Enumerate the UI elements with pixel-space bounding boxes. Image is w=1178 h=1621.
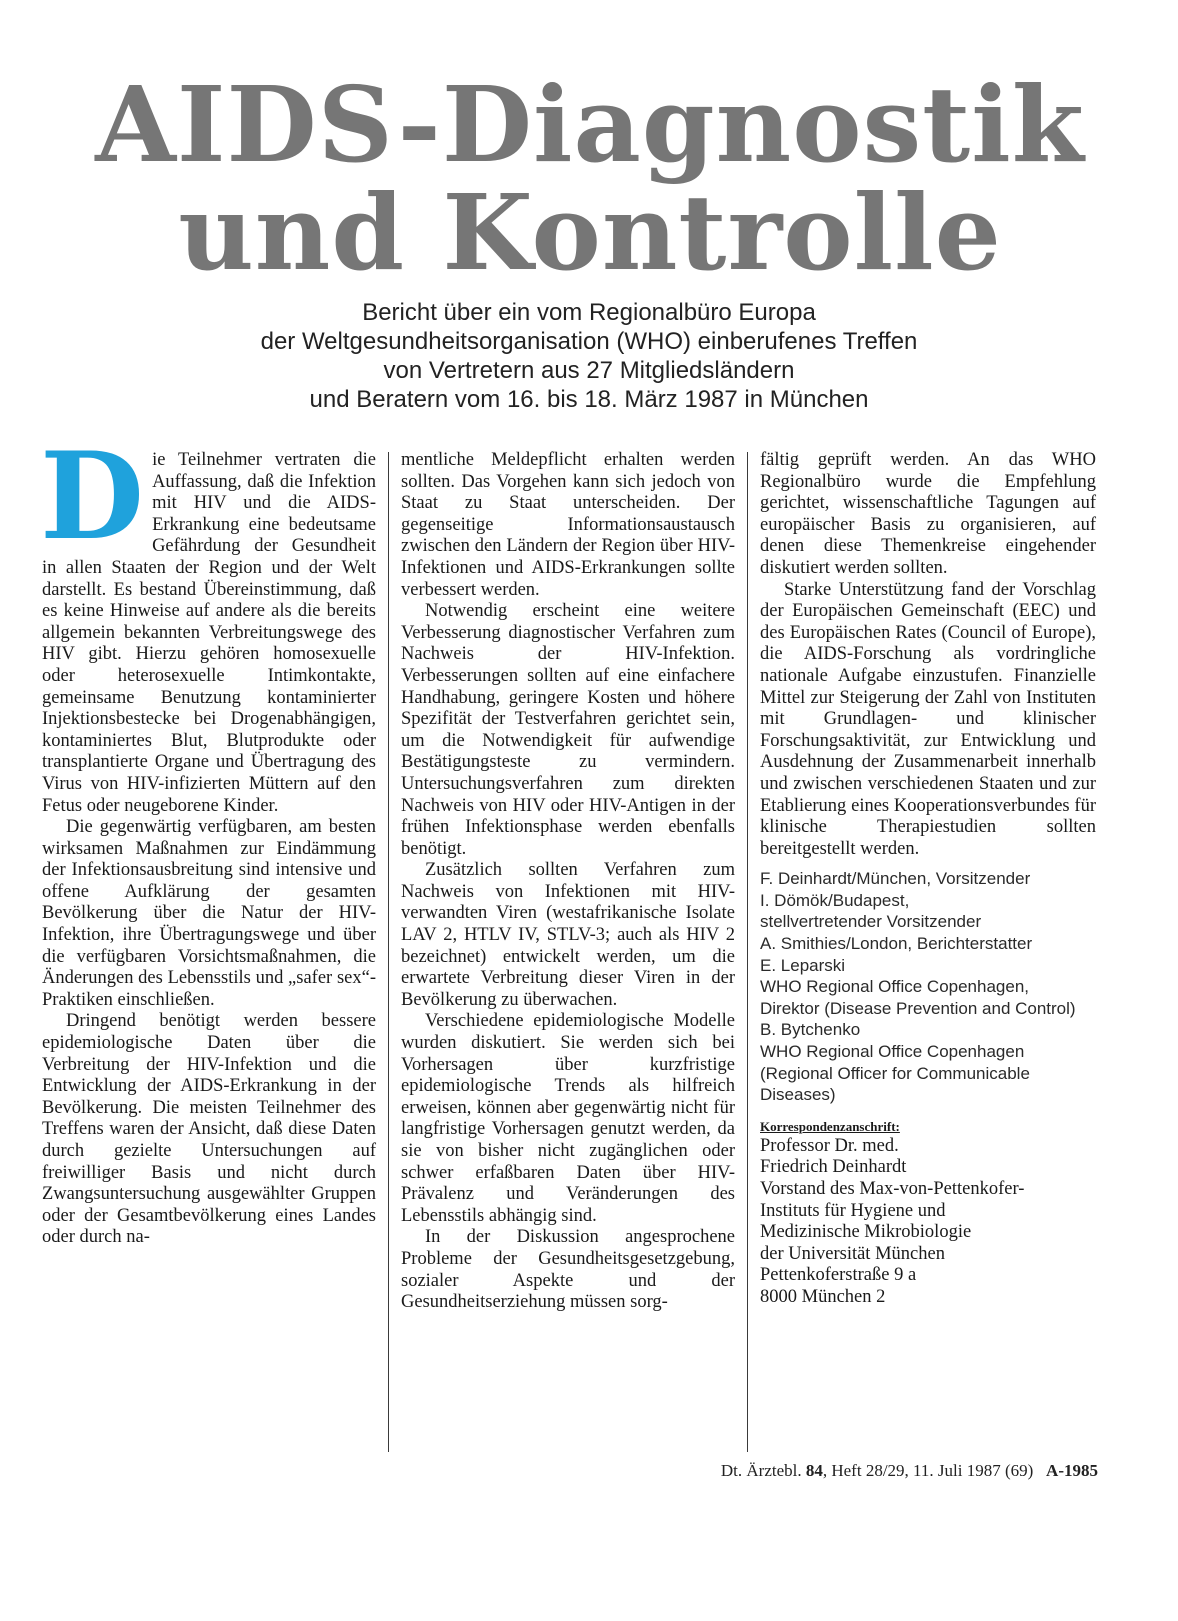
signatory-line: WHO Regional Office Copenhagen, bbox=[760, 977, 1030, 997]
address-line: Medizinische Mikrobiologie bbox=[760, 1222, 972, 1243]
address-line: Vorstand des Max-von-Pettenkofer- bbox=[760, 1179, 1025, 1199]
drop-cap: D bbox=[40, 426, 145, 567]
subtitle-line: von Vertretern aus 27 Mitgliedsländern bbox=[383, 357, 795, 384]
correspondence-heading: Korrespondenzanschrift: bbox=[760, 1118, 900, 1134]
signatory-line: (Regional Officer for Communicable Diseases) bbox=[760, 1063, 1030, 1105]
signatory-line: E. Leparski bbox=[760, 955, 846, 975]
correspondence-address bbox=[760, 1136, 1096, 1309]
article-column-1 bbox=[40, 426, 376, 1249]
subtitle-line: der Weltgesundheitsorganisation (WHO) einberufenes Treffen bbox=[260, 328, 918, 355]
subtitle-line: Bericht über ein vom Regionalbüro Europa bbox=[362, 299, 816, 326]
paragraph: fältig geprüft werden. An das WHO Regionalbüro wurde die Empfehlung gerichtet, wissenschaftliche Tagungen auf europäischer Basis zu organisieren, auf denen diese Themenkreise eingehender diskutiert werden sollten. bbox=[760, 450, 1096, 578]
paragraph: In der Diskussion angesprochene Probleme der Gesundheitsgesetzgebung, sozialer Aspekte und der Gesundheitserziehung müssen sorg- bbox=[401, 1227, 735, 1313]
address-line: Professor Dr. med. bbox=[760, 1135, 899, 1156]
column-divider bbox=[388, 452, 389, 1452]
signatories-block bbox=[760, 868, 1096, 1106]
subtitle-line: und Beratern vom 16. bis 18. März 1987 in München bbox=[309, 386, 869, 413]
journal-volume: 84 bbox=[805, 1461, 823, 1480]
address-line: Instituts für Hygiene und bbox=[760, 1200, 946, 1221]
paragraph: Dringend benötigt werden bessere epidemiologische Daten über die Verbreitung der HIV-Infektion und die Entwicklung der AIDS-Erkrankung in der Bevölkerung. Die meisten Teilnehmer des Treffens waren der Ansicht, daß diese Daten durch gezielte Untersuchungen auf freiwilliger Basis und nicht durch Zwangsuntersuchung ausgewählter Gruppen oder der Gesamtbevölkerung eines Landes oder durch na- bbox=[42, 1011, 376, 1248]
signatory-line: I. Dömök/Budapest, bbox=[760, 890, 910, 910]
page-number: A-1985 bbox=[1046, 1461, 1098, 1480]
paragraph: mentliche Meldepflicht erhalten werden sollten. Das Vorgehen kann sich jedoch von Staat zu Staat unterscheiden. Der gegenseitige Informationsaustausch zwischen den Ländern der Region über HIV-Infektionen und AIDS-Erkrankungen sollte verbessert werden. bbox=[401, 450, 735, 600]
page-footer bbox=[721, 1461, 1098, 1481]
signatory-line: Direktor (Disease Prevention and Control) bbox=[760, 998, 1076, 1018]
journal-issue: , Heft 28/29, 11. Juli 1987 (69) bbox=[822, 1461, 1034, 1480]
article-title-line-1: AIDS-Diagnostik bbox=[95, 63, 1085, 186]
paragraph: Starke Unterstützung fand der Vorschlag der Europäischen Gemeinschaft (EEC) und des Europäischen Rates (Council of Europe), die AIDS-Forschung als vordringliche nationale Aufgabe einzustufen. Finanzielle Mittel zur Steigerung der Zahl von Instituten mit Grundlagen- und klinischer Forschungsaktivität, zur Entwicklung und Ausdehnung der Zusammenarbeit innerhalb und zwischen verschiedenen Staaten und zur Etablierung eines Kooperationsverbundes für klinische Therapiestudien sollten bereitgestellt werden. bbox=[760, 579, 1096, 859]
address-line: 8000 München 2 bbox=[760, 1286, 886, 1307]
column-divider bbox=[747, 452, 748, 1452]
article-subtitle bbox=[60, 298, 1118, 414]
address-line: der Universität München bbox=[760, 1243, 945, 1264]
journal-name: Dt. Ärztebl. bbox=[720, 1461, 802, 1480]
signatory-line: F. Deinhardt/München, Vorsitzender bbox=[760, 869, 1031, 889]
address-line: Friedrich Deinhardt bbox=[760, 1157, 907, 1178]
signatory-line: WHO Regional Office Copenhagen bbox=[760, 1042, 1025, 1062]
paragraph: Notwendig erscheint eine weitere Verbesserung diagnostischer Verfahren zum Nachweis der HIV-Infektion. Verbesserungen sollten auf eine einfachere Handhabung, geringere Kosten und höhere Spezifität der Testverfahren gerichtet sein, um die Notwendigkeit für aufwendige Bestätigungsteste zu vermindern. Untersuchungsverfahren zum direkten Nachweis von HIV oder HIV-Antigen in der frühen Infektionsphase werden ebenfalls benötigt. bbox=[401, 601, 735, 859]
paragraph: Verschiedene epidemiologische Modelle wurden diskutiert. Sie werden sich bei Vorhersagen über kurzfristige epidemiologische Trends als hilfreich erweisen, können aber gegenwärtig nicht für langfristige Vorhersagen genutzt werden, da sie von bisher nicht zugänglichen oder schwer erfaßbaren Daten über HIV-Prävalenz und Veränderungen des Lebensstils abhängig sind. bbox=[401, 1011, 735, 1226]
signatory-line: stellvertretender Vorsitzender bbox=[760, 912, 982, 932]
signatory-line: B. Bytchenko bbox=[760, 1020, 861, 1040]
article-column-3 bbox=[760, 450, 1096, 1309]
article-title-line-2: und Kontrolle bbox=[178, 171, 1002, 294]
paragraph: Zusätzlich sollten Verfahren zum Nachweis von Infektionen mit HIV-verwandten Viren (westafrikanische Isolate LAV 2, HTLV IV, STLV-3; auch als HIV 2 bezeichnet) entwickelt werden, um die erwartete Verbreitung dieser Viren in der Bevölkerung zu überwachen. bbox=[401, 860, 735, 1010]
address-line: Pettenkoferstraße 9 a bbox=[760, 1265, 917, 1286]
signatory-line: A. Smithies/London, Berichterstatter bbox=[760, 934, 1033, 954]
article-column-2 bbox=[401, 450, 735, 1314]
paragraph: ie Teilnehmer vertraten die Auffassung, daß die Infektion mit HIV und die AIDS-Erkrankung eine bedeutsame Gefährdung der Gesundheit in allen Staaten der Region und der Welt darstellt. Es bestand Übereinstimmung, daß es keine Hinweise auf andere als die bereits allgemein bekannten Verbreitungswege des HIV gibt. Hierzu gehören homosexuelle oder heterosexuelle Intimkontakte, gemeinsame Benutzung kontaminierter Injektionsbestecke bei Drogenabhängigen, kontaminiertes Blut, Blutprodukte oder transplantierte Organe und Übertragung des Virus von HIV-infizierten Müttern auf den Fetus oder neugeborene Kinder. bbox=[42, 450, 376, 816]
paragraph: Die gegenwärtig verfügbaren, am besten wirksamen Maßnahmen zur Eindämmung der Infektionsausbreitung sind intensive und offene Aufklärung der gesamten Bevölkerung über die Natur der HIV-Infektion, ihre Übertragungswege und über die verfügbaren Vorsichtsmaßnahmen, die Änderungen des Lebensstils und „safer sex“-Praktiken einschließen. bbox=[42, 817, 376, 1010]
